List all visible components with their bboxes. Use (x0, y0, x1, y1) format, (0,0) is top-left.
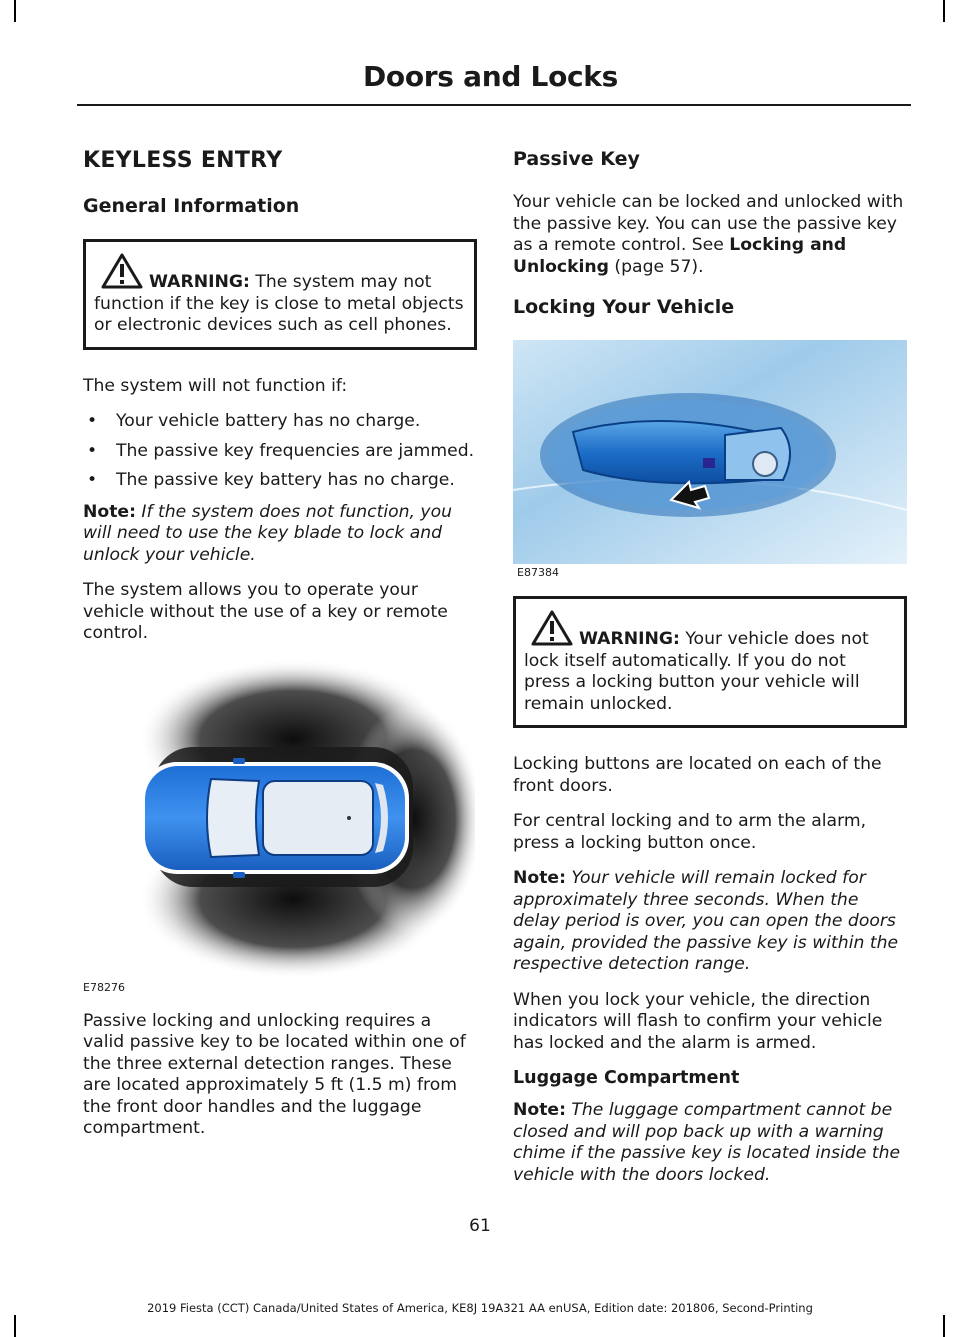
body-paragraph: When you lock your vehicle, the direction indicators will flash to confirm your vehicle has locked and the alarm is armed. (513, 989, 883, 1053)
crop-mark (943, 0, 945, 22)
figure-id: E87384 (517, 566, 559, 579)
note-paragraph (513, 868, 907, 976)
figure-detection-range (83, 659, 475, 999)
list-item: • Your vehicle battery has no charge. (87, 411, 421, 431)
warning-body: Your vehicle does not lock itself automatically. If you do not press a locking button your vehicle will remain unlocked. (524, 629, 869, 714)
warning-body: The system may not function if the key is close to metal objects or electronic devices such as cell phones. (94, 272, 464, 335)
note-body: If the system does not function, you will need to use the key blade to lock and unlock your vehicle. (83, 501, 453, 565)
list-item: • The passive key frequencies are jammed. (87, 440, 475, 461)
keylock-cylinder (753, 452, 777, 476)
subsection-title: General Information (83, 195, 300, 217)
body-paragraph: The system allows you to operate your vehicle without the use of a key or remote control. (83, 580, 448, 643)
crop-mark (14, 0, 16, 22)
bullet: • (87, 440, 98, 461)
right-column (513, 140, 907, 1200)
left-column (83, 140, 475, 1154)
detection-range-illustration (83, 659, 475, 979)
note-label: Note: (513, 1100, 566, 1120)
warning-label: WARNING: (149, 272, 250, 292)
bullet: • (87, 411, 98, 431)
list-item: • The passive key battery has no charge. (87, 470, 455, 490)
body-paragraph: Your vehicle can be locked and unlocked with the passive key. You can use the passive key as a remote control. See Locking and Unlocking (page 57). (513, 192, 904, 277)
crop-mark (14, 1315, 16, 1337)
warning-box (513, 596, 907, 728)
warning-text (94, 272, 466, 337)
warning-triangle-icon (100, 252, 144, 290)
warning-text (524, 629, 896, 715)
body-paragraph: For central locking and to arm the alarm, press a locking button once. (513, 811, 867, 853)
cross-reference-link[interactable]: Locking and Unlocking (513, 235, 847, 277)
crop-mark (943, 1315, 945, 1337)
figure-id: E78276 (83, 980, 125, 994)
warning-box (83, 239, 477, 350)
note-paragraph (513, 1100, 907, 1186)
note-body: The luggage compartment cannot be closed and will pop back up with a warning chime if the passive key is located inside the vehicle with the doors locked. (513, 1100, 901, 1185)
intro-text: The system will not function if: (83, 375, 348, 396)
warning-triangle-icon (530, 609, 574, 647)
body-paragraph: Passive locking and unlocking requires a valid passive key to be located within one of the three external detection ranges. These are located approximately 5 ft (1.5 m) from the front door handles and the luggage compartment. (83, 1010, 466, 1138)
condition-list (83, 411, 475, 492)
warning-label: WARNING: (579, 629, 680, 649)
page-header-title: Doors and Locks (362, 60, 618, 93)
edition-footer: 2019 Fiesta (CCT) Canada/United States of America, KE8J 19A321 AA enUSA, Edition date: 201806, Second-Printing (147, 1301, 813, 1315)
car-top-view (141, 758, 409, 878)
note-label: Note: (513, 868, 566, 888)
section-title: KEYLESS ENTRY (83, 148, 283, 173)
note-paragraph (83, 502, 475, 567)
subsection-title: Luggage Compartment (513, 1068, 740, 1088)
header-rule (77, 104, 911, 106)
door-handle-illustration (513, 340, 907, 564)
figure-door-handle (513, 340, 907, 584)
note-label: Note: (83, 501, 136, 522)
bullet: • (87, 470, 98, 490)
page-number: 61 (469, 1216, 491, 1236)
subsection-title: Passive Key (513, 148, 640, 170)
body-paragraph: Locking buttons are located on each of the front doors. (513, 754, 882, 796)
note-body: Your vehicle will remain locked for approximately three seconds. When the delay period is over, you can open the doors again, provided the passive key is within the respective detection range. (513, 868, 899, 974)
subsection-title: Locking Your Vehicle (513, 296, 735, 318)
